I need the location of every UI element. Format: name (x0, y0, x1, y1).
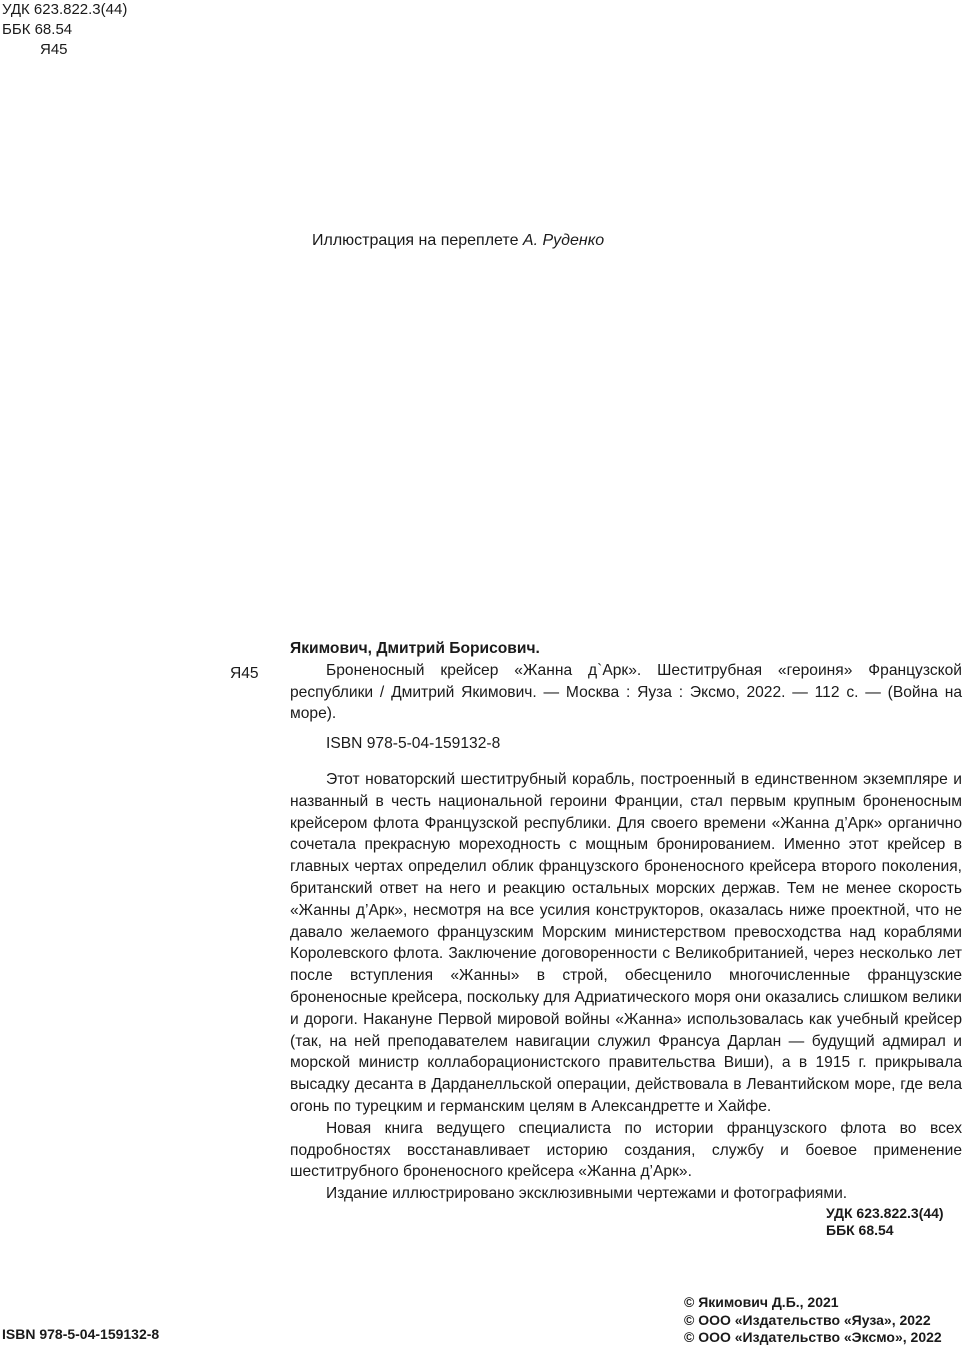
bottom-classification-codes (826, 1205, 944, 1239)
illustration-credit (312, 231, 604, 251)
bbk-code: ББК 68.54 (2, 21, 73, 38)
copyright-block (684, 1294, 942, 1347)
top-classification-codes (2, 0, 127, 60)
illustration-label: Иллюстрация на переплете (312, 232, 523, 249)
record-entry: Броненосный крейсер «Жанна д`Арк». Шеститрубная «героиня» Французской республики / Дмитрий Якимович. — Москва : Яуза : Эксмо, 2022. — 112 с. — (Война на море). (290, 661, 962, 723)
annotation-paragraph-1: Этот новаторский шеститрубный корабль, построенный в единственном экземпляре и названный в честь национальной героини Франции, стал первым крупным броненосным крейсером флота Французской республики. Для своего времени «Жанна д’Арк» органично сочетала прекрасную мореходность с мощным бронированием. Именно этот крейсер в главных чертах определил облик французского броненосного крейсера второго поколения, британский ответ на него и реакцию остальных морских держав. Тем не менее скорость «Жанны д’Арк», несмотря на все усилия конструкторов, оказалась ниже проектной, что не давало желаемого французским Морским министерством превосходства над кораблями Королевского флота. Заключение договоренности с Великобританией, через несколько лет после вступления «Жанны» в строй, обесценило многочисленные французские броненосные крейсера, поскольку для Адриатического моря они оказались слишком велики и дороги. Накануне Первой мировой войны «Жанна» использовалась как учебный крейсер (так, на ней преподавателем навигации служил Франсуа Дарлан — будущий адмирал и морской министр коллаборационистского правительства Виши), а в 1915 г. прикрывала высадку десанта в Дарданелльской операции, действовала в Левантийском море, где вела огонь по турецким и германским целям в Александретте и Хайфе. (290, 770, 962, 1115)
bibliographic-author-code: Я45 (230, 665, 259, 682)
bottom-isbn: ISBN 978-5-04-159132-8 (2, 1326, 160, 1342)
copyright-eksmo: © ООО «Издательство «Эксмо», 2022 (684, 1329, 942, 1345)
record-isbn: ISBN 978-5-04-159132-8 (326, 735, 501, 753)
bottom-udk-code: УДК 623.822.3(44) (826, 1205, 944, 1221)
copyright-author: © Якимович Д.Б., 2021 (684, 1294, 839, 1310)
udk-code: УДК 623.822.3(44) (2, 1, 128, 18)
author-code: Я45 (40, 41, 68, 58)
copyright-yauza: © ООО «Издательство «Яуза», 2022 (684, 1311, 931, 1328)
bottom-bbk-code: ББК 68.54 (826, 1222, 894, 1238)
bibliographic-record (290, 638, 962, 1205)
record-author: Якимович, Дмитрий Борисович. (290, 640, 540, 657)
annotation-paragraph-3: Издание иллюстрировано эксклюзивными чертежами и фотографиями. (326, 1185, 848, 1203)
illustration-artist: А. Руденко (522, 232, 605, 249)
annotation-paragraph-2: Новая книга ведущего специалиста по истории французского флота во всех подробностях восстанавливает историю создания, службу и боевое применение шеститрубного броненосного крейсера «Жанна д’Арк». (290, 1119, 962, 1181)
